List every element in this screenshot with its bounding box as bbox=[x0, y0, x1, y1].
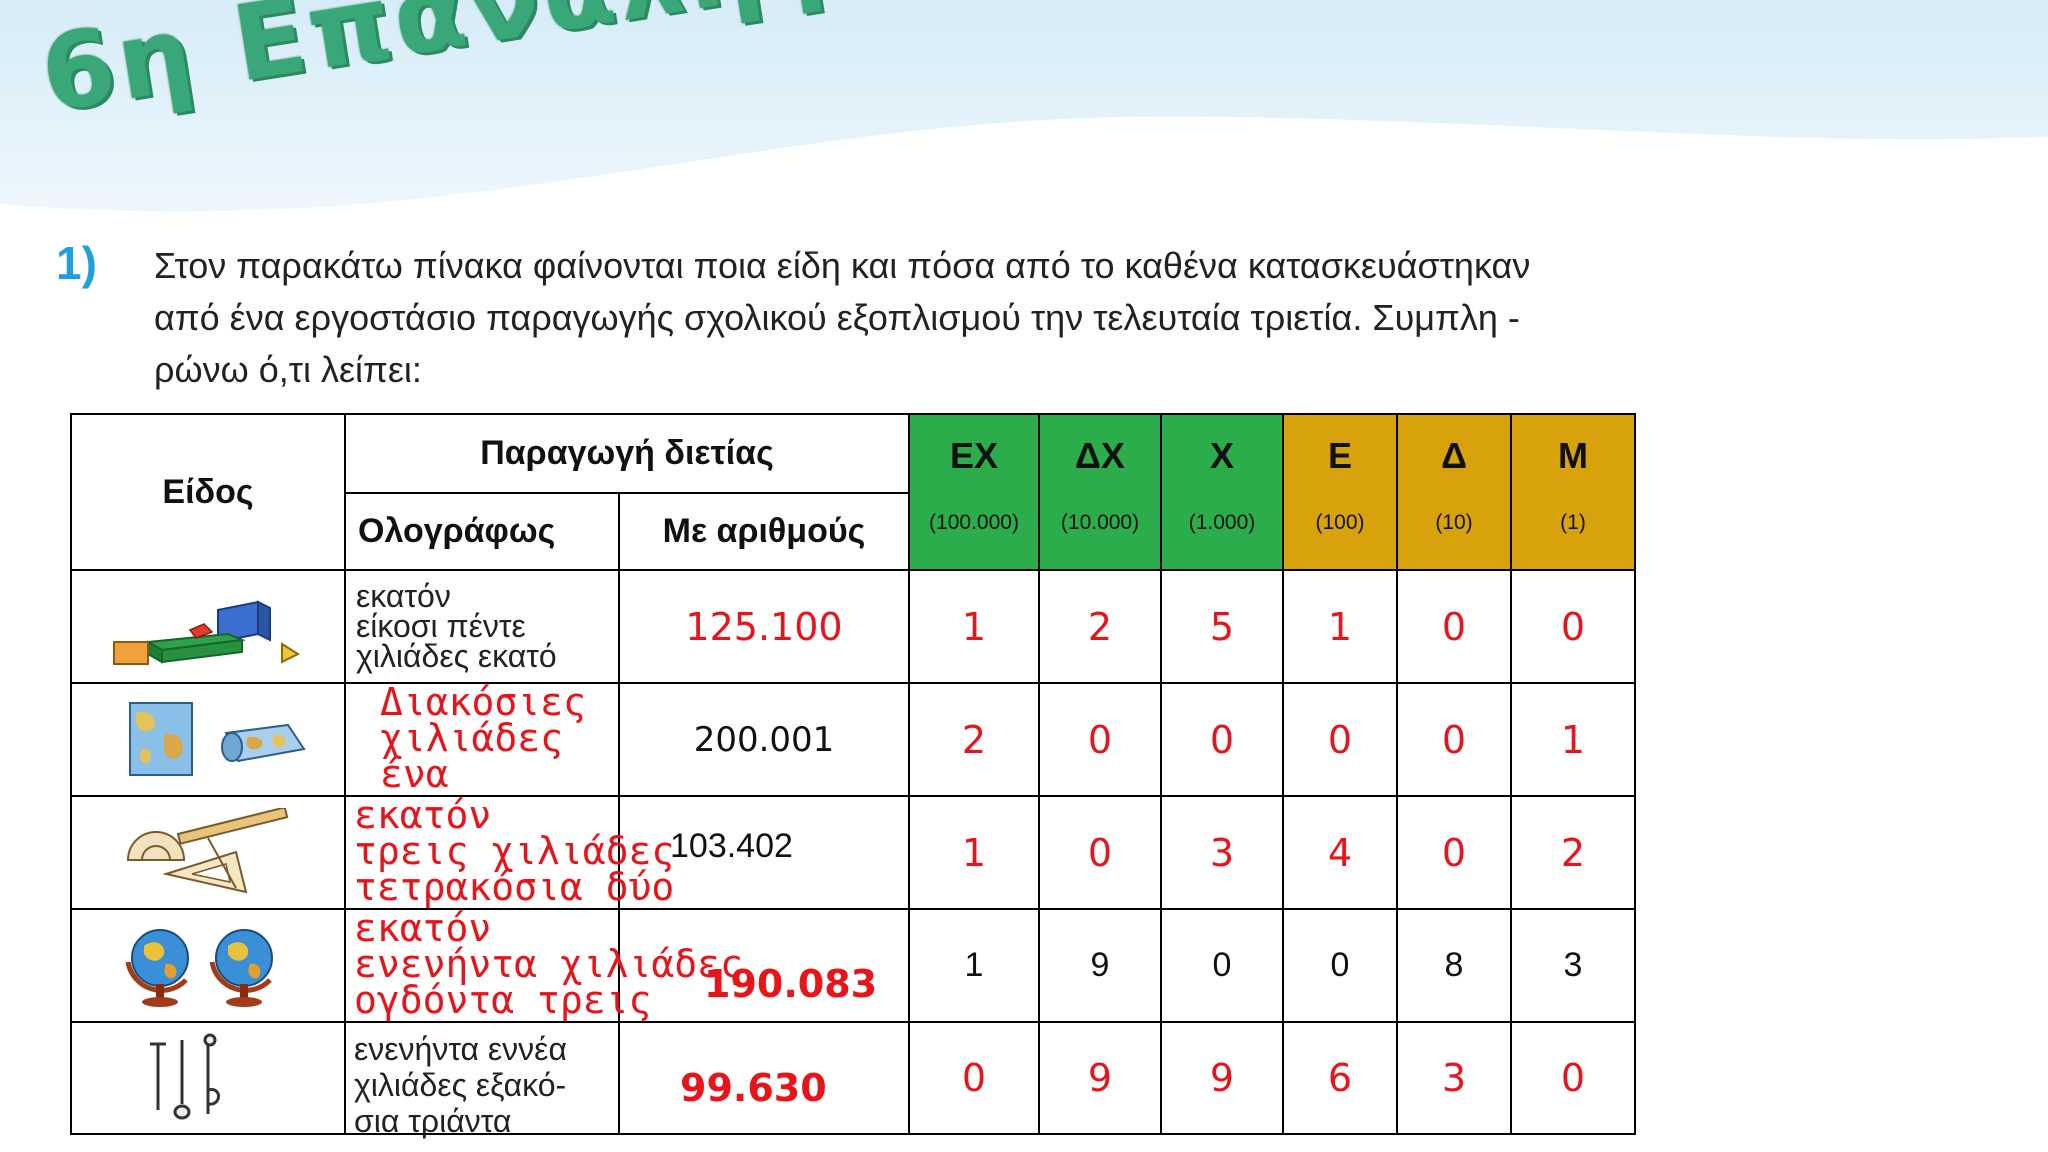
pins-icon bbox=[108, 1030, 308, 1126]
digit-ex: 1 bbox=[909, 796, 1039, 909]
geometric-solids-icon bbox=[108, 582, 308, 672]
place-header-d: Δ (10) bbox=[1397, 414, 1511, 570]
digit-m: 3 bbox=[1511, 909, 1635, 1022]
item-image bbox=[71, 570, 345, 683]
digit-dx: 2 bbox=[1039, 570, 1161, 683]
drawing-instruments-icon bbox=[108, 808, 308, 898]
digit-x: 9 bbox=[1161, 1022, 1283, 1134]
digit-ex: 0 bbox=[909, 1022, 1039, 1134]
digit-dx: 0 bbox=[1039, 683, 1161, 796]
digit-x: 0 bbox=[1161, 909, 1283, 1022]
digit-x: 3 bbox=[1161, 796, 1283, 909]
digit-m: 2 bbox=[1511, 796, 1635, 909]
digit-e: 0 bbox=[1283, 683, 1397, 796]
digit-d: 8 bbox=[1397, 909, 1511, 1022]
header-in-numbers: Με αριθμούς bbox=[619, 493, 909, 570]
digit-e: 0 bbox=[1283, 909, 1397, 1022]
digit-m: 0 bbox=[1511, 570, 1635, 683]
digit-m: 0 bbox=[1511, 1022, 1635, 1134]
number-value: 125.100 bbox=[619, 570, 909, 683]
production-table bbox=[70, 413, 1636, 1139]
digit-x: 5 bbox=[1161, 570, 1283, 683]
place-header-dx: ΔΧ (10.000) bbox=[1039, 414, 1161, 570]
number-in-words-cell: Διακόσιες χιλιάδες ένα bbox=[345, 683, 619, 796]
digit-dx: 9 bbox=[1039, 909, 1161, 1022]
number-in-words-cell: ενενήντα εννέα χιλιάδες εξακό- σια τριάντα bbox=[345, 1022, 619, 1134]
digit-d: 0 bbox=[1397, 570, 1511, 683]
instruction-line: Στον παρακάτω πίνακα φαίνονται ποια είδη και πόσα από το καθένα κατασκευάστηκαν bbox=[154, 245, 1531, 286]
instruction-line: από ένα εργοστάσιο παραγωγής σχολικού εξοπλισμού την τελευταία τριετία. Συμπλη - bbox=[154, 297, 1520, 338]
digit-d: 0 bbox=[1397, 796, 1511, 909]
item-image bbox=[71, 1022, 345, 1134]
digit-ex: 1 bbox=[909, 570, 1039, 683]
number-value: 190.083 bbox=[704, 962, 878, 1006]
instruction-line: ρώνω ό,τι λείπει: bbox=[154, 349, 422, 390]
item-image bbox=[71, 796, 345, 909]
header-in-words: Ολογράφως bbox=[345, 493, 619, 570]
globes-icon bbox=[108, 918, 308, 1014]
digit-d: 3 bbox=[1397, 1022, 1511, 1134]
number-in-words-cell: εκατόν ενενήντα χιλιάδες ογδόντα τρεις bbox=[345, 909, 619, 1022]
place-header-x: Χ (1.000) bbox=[1161, 414, 1283, 570]
digit-m: 1 bbox=[1511, 683, 1635, 796]
item-image bbox=[71, 909, 345, 1022]
place-header-m: Μ (1) bbox=[1511, 414, 1635, 570]
header-item: Είδος bbox=[71, 414, 345, 570]
place-header-e: Ε (100) bbox=[1283, 414, 1397, 570]
number-value: 103.402 bbox=[619, 796, 909, 909]
digit-e: 6 bbox=[1283, 1022, 1397, 1134]
digit-x: 0 bbox=[1161, 683, 1283, 796]
number-in-words-cell: εκατόν τρεις χιλιάδες τετρακόσια δύο bbox=[345, 796, 619, 909]
maps-icon bbox=[108, 695, 308, 785]
digit-e: 4 bbox=[1283, 796, 1397, 909]
digit-dx: 0 bbox=[1039, 796, 1161, 909]
digit-dx: 9 bbox=[1039, 1022, 1161, 1134]
header-production: Παραγωγή διετίας bbox=[345, 414, 909, 493]
number-value: 200.001 bbox=[619, 683, 909, 796]
place-header-ex: ΕΧ (100.000) bbox=[909, 414, 1039, 570]
digit-d: 0 bbox=[1397, 683, 1511, 796]
digit-ex: 1 bbox=[909, 909, 1039, 1022]
task-number: 1) bbox=[56, 237, 97, 289]
digit-e: 1 bbox=[1283, 570, 1397, 683]
number-value: 99.630 bbox=[619, 1022, 909, 1134]
item-image bbox=[71, 683, 345, 796]
digit-ex: 2 bbox=[909, 683, 1039, 796]
task-instructions bbox=[154, 240, 1714, 396]
number-in-words-cell: εκατόν είκοσι πέντε χιλιάδες εκατό bbox=[345, 570, 619, 683]
